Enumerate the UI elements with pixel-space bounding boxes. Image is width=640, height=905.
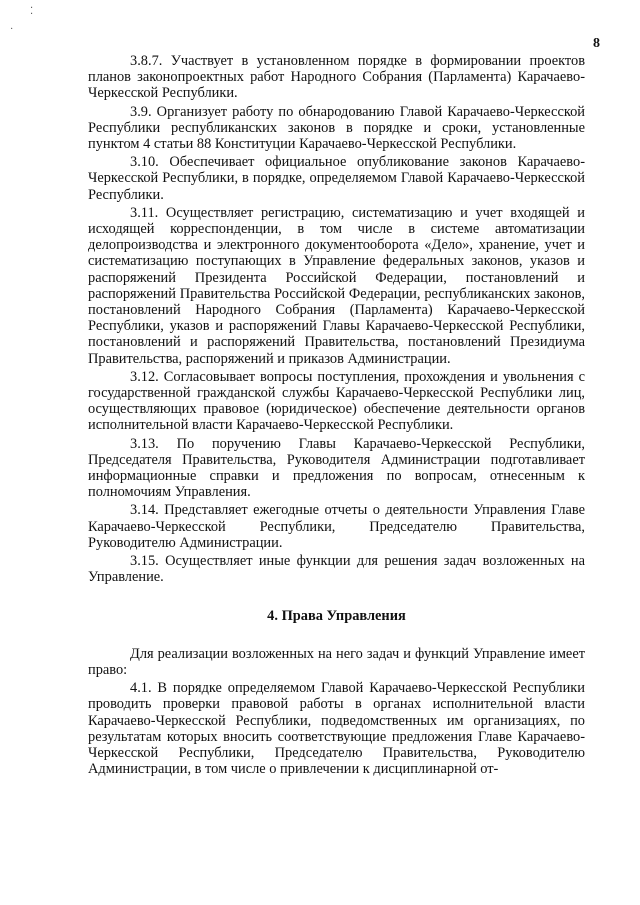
paragraph-3-13: 3.13. По поручению Главы Карачаево-Черкесской Республики, Председателя Правительства, Руководителя Администрации подготавливает информационные справки и предложения по вопросам, отнесенным к полномочиям Управления. [88, 435, 585, 501]
paragraph-4-1: 4.1. В порядке определяемом Главой Карачаево-Черкесской Республики проводить проверки правовой работы в органах исполнительной власти Карачаево-Черкесской Республики, подведомственных им организациях, по результатам которых вносить соответствующие предложения Главе Карачаево-Черкесской Республики, Председателю Правительства, Руководителю Администрации, в том числе о привлечении к дисциплинарной от- [88, 680, 585, 778]
paragraph-3-12: 3.12. Согласовывает вопросы поступления, прохождения и увольнения с государственной гражданской службы Карачаево-Черкесской Республики лиц, осуществляющих правовое (юридическое) обеспечение деятельности органов исполнительной власти Карачаево-Черкесской Республики. [88, 368, 585, 434]
paragraph-3-8-7: 3.8.7. Участвует в установленном порядке в формировании проектов планов законопроектных работ Народного Собрания (Парламента) Карачаево-Черкесской Республики. [88, 53, 585, 102]
paragraph-3-14: 3.14. Представляет ежегодные отчеты о деятельности Управления Главе Карачаево-Черкесской Республики, Председателю Правительства, Руководителю Администрации. [88, 502, 585, 551]
paragraph-3-11: 3.11. Осуществляет регистрацию, систематизацию и учет входящей и исходящей корреспонденции, в том числе в системе автоматизации делопроизводства и электронного документооборота «Дело», хранение, учет и систематизацию поступающих в Управление федеральных законов, указов и распоряжений Президента Российской Федерации, постановлений и распоряжений Правительства Российской Федерации, республиканских законов, постановлений Народного Собрания (Парламента) Карачаево-Черкесской Республики, указов и распоряжений Главы Карачаево-Черкесской Республики, постановлений и распоряжений Правительства, постановлений Президиума Правительства, распоряжений и приказов Администрации. [88, 204, 585, 367]
section-heading: 4. Права Управления [267, 607, 406, 624]
scan-artifact-mark: ⁚ [30, 6, 34, 17]
document-body [88, 53, 585, 779]
paragraph-3-15: 3.15. Осуществляет иные функции для решения задач возложенных на Управление. [88, 553, 585, 586]
scan-artifact-mark: · [10, 24, 14, 35]
page-number: 8 [593, 36, 600, 51]
paragraph-3-10: 3.10. Обеспечивает официальное опубликование законов Карачаево-Черкесской Республики, в порядке, определяемом Главой Карачаево-Черкесской Республики. [88, 154, 585, 203]
paragraph-intro: Для реализации возложенных на него задач и функций Управление имеет право: [88, 645, 585, 678]
paragraph-3-9: 3.9. Организует работу по обнародованию Главой Карачаево-Черкесской Республики республиканских законов в порядке и сроки, установленные пунктом 4 статьи 88 Конституции Карачаево-Черкесской Республики. [88, 103, 585, 153]
